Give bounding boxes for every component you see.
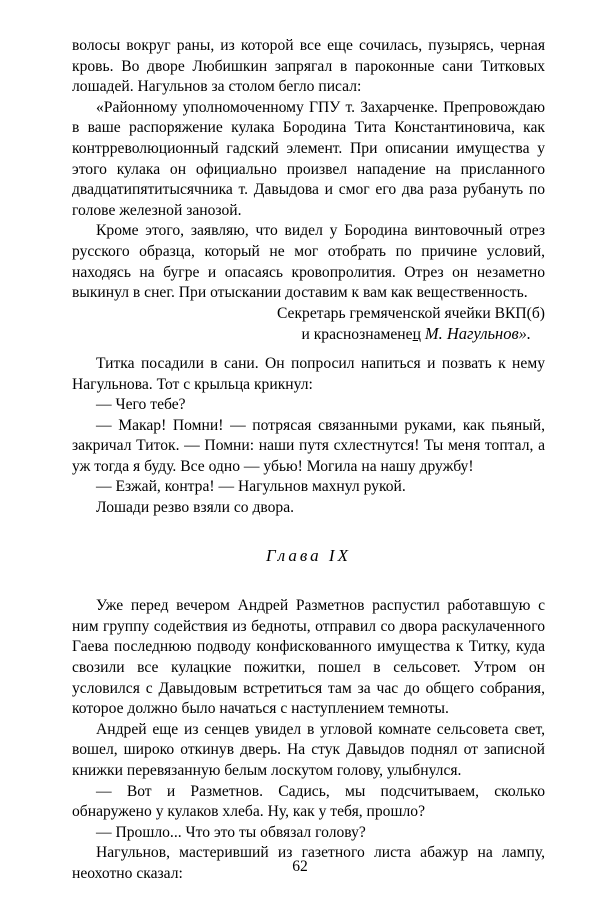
paragraph: Уже перед вечером Андрей Разметнов распустил работавшую с ним группу содействия из бедноты, отправил со двора раскулаченного Гаева последнюю подводу конфискованного имущества к Титку, куда свозили все кулацкие пожитки, пошел в сельсовет. Утром он условился с Давыдовым встретиться там за час до общего собрания, которое должно было начаться с наступлением темноты. (72, 597, 545, 718)
dialogue-line: — Макар! Помни! — потрясая связанными руками, как пьяный, закричал Титок. — Помни: наши путя схлестнутся! Ты меня топтал, а уж тогда я буду. Все одно — убью! Могила на нашу дружбу! (72, 416, 545, 475)
signature-block (72, 304, 545, 346)
signature-underlined-letter: ц (412, 326, 421, 344)
chapter-title: Глава IX (266, 545, 351, 565)
paragraph: волосы вокруг раны, из которой все еще сочилась, пузырясь, черная кровь. Во дворе Любишкин запрягал в пароконные сани Титковых лошадей. Нагульнов за столом бегло писал: (72, 37, 545, 96)
paragraph: Андрей еще из сенцев увидел в угловой комнате сельсовета свет, вошел, широко откинув дверь. На стук Давыдов поднял от записной книжки перевязанную белым лоскутом голову, улыбнулся. (72, 720, 545, 779)
dialogue-line: — Езжай, контра! — Нагульнов махнул рукой. (96, 478, 406, 496)
paragraph: Титка посадили в сани. Он попросил напиться и позвать к нему Нагульнова. Тот с крыльца крикнул: (72, 354, 545, 393)
paragraph: Лошади резво взяли со двора. (96, 499, 295, 517)
signature-line-title: Секретарь гремяченской ячейки ВКП(б) (276, 304, 545, 322)
signature-line-name (72, 324, 545, 346)
signature-name: М. Нагульнов». (424, 324, 531, 344)
dialogue-line: — Прошло... Что это ты обвязал голову? (96, 823, 366, 841)
paragraph: Нагульнов, мастеривший из газетного листа абажур на лампу, неохотно сказал: (72, 844, 545, 882)
dialogue-line: — Чего тебе? (96, 396, 186, 414)
page-number: 62 (292, 858, 308, 875)
paragraph: «Районному уполномоченному ГПУ т. Захарченке. Препровождаю в ваше распоряжение кулака Бородина Тита Константиновича, как контрреволюционный гадский элемент. При описании имущества у этого кулака он официально произвел нападение на присланного двадцатипятитысячника т. Давыдова и смог его два раза рубануть по голове железной занозой. (72, 98, 545, 219)
page-text (72, 36, 545, 885)
signature-prefix: и краснознамене (301, 326, 413, 344)
dialogue-line: — Вот и Разметнов. Садись, мы подсчитываем, сколько обнаружено у кулаков хлеба. Ну, как у тебя, прошло? (72, 782, 545, 821)
paragraph: Кроме этого, заявляю, что видел у Бородина винтовочный отрез русского образца, который не мог отобрать по причине условий, находясь на бугре и опасаясь кровопролития. Отрез он незаметно выкинул в снег. При отыскании доставим к вам как вещественность. (72, 222, 545, 302)
